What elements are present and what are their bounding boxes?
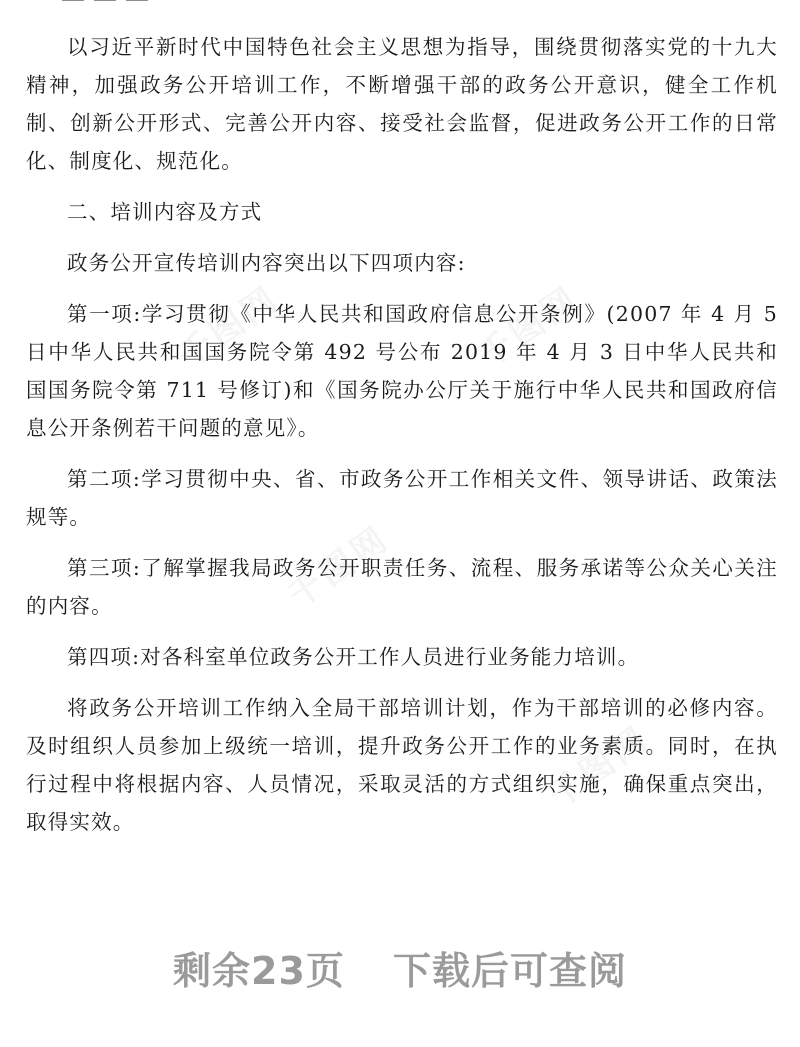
document-body (26, 28, 778, 854)
watermark: 千图网 (170, 278, 288, 377)
paragraph-item-one: 第一项:学习贯彻《中华人民共和国政府信息公开条例》(2007 年 4 月 5 日中华人民共和国国务院令第 492 号公布 2019 年 4 月 3 日中华人民共和国国务院令第 711 号修订)和《国务院办公厅关于施行中华人民共和国政府信息公开条例若干问题的意见》。 (26, 302, 778, 440)
paragraph-item-three: 第三项:了解掌握我局政务公开职责任务、流程、服务承诺等公众关心关注的内容。 (26, 556, 778, 618)
watermark: 千图网 (280, 518, 398, 617)
download-to-view-label: 下载后可查阅 (392, 949, 627, 993)
paragraph-guiding-principle: 以习近平新时代中国特色社会主义思想为指导，围绕贯彻落实党的十九大精神，加强政务公开培训工作，不断增强干部的政务公开意识，健全工作机制、创新公开形式、完善公开内容、接受社会监督，促进政务公开工作的日常化、制度化、规范化。 (26, 35, 778, 173)
watermark: 千图网 (540, 718, 658, 817)
paragraph-intro-four-items: 政务公开宣传培训内容突出以下四项内容: (67, 251, 466, 275)
paragraph-item-two: 第二项:学习贯彻中央、省、市政务公开工作相关文件、领导讲话、政策法规等。 (26, 467, 778, 529)
remaining-pages-label: 剩余23页 (173, 949, 345, 993)
cropped-top-text (62, 0, 202, 8)
watermark: 千图网 (470, 278, 588, 377)
paragraph-training-plan: 将政务公开培训工作纳入全局干部培训计划，作为干部培训的必修内容。及时组织人员参加上级统一培训，提升政务公开工作的业务素质。同时，在执行过程中将根据内容、人员情况，采取灵活的方式组织实施，确保重点突出，取得实效。 (26, 696, 778, 834)
download-prompt-banner[interactable] (0, 940, 800, 995)
paragraph-item-four: 第四项:对各科室单位政务公开工作人员进行业务能力培训。 (67, 645, 640, 669)
section-heading-training-content: 二、培训内容及方式 (67, 200, 263, 224)
